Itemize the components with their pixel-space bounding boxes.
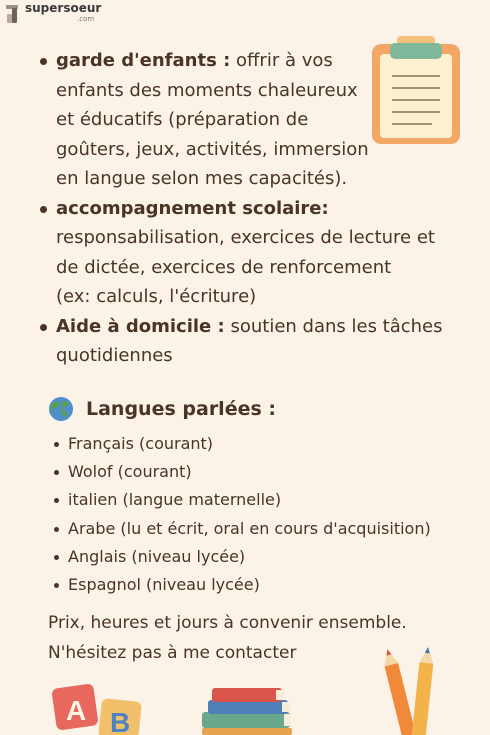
books-icon xyxy=(200,686,296,735)
languages-title: Langues parlées : xyxy=(86,398,276,420)
bullet-icon xyxy=(40,206,47,213)
service-item-childcare xyxy=(40,46,470,194)
service-text: goûters, jeux, activités, immersion xyxy=(56,138,369,160)
logo-mark-icon xyxy=(4,2,22,26)
service-text: en langue selon mes capacités). xyxy=(56,168,348,189)
closing-line: Prix, heures et jours à convenir ensemble. xyxy=(48,613,407,633)
service-title: Aide à domicile : xyxy=(56,315,225,337)
service-text: enfants des moments chaleureux xyxy=(56,79,358,101)
list-item: italien (langue maternelle) xyxy=(54,486,431,514)
services-list xyxy=(40,46,470,371)
languages-heading xyxy=(48,396,276,422)
service-text: et éducatifs (préparation de xyxy=(56,109,309,130)
list-item: Anglais (niveau lycée) xyxy=(54,543,431,571)
service-item-home-help xyxy=(40,312,470,371)
pencils-icon xyxy=(372,645,452,735)
brand-name: supersoeur xyxy=(25,1,102,15)
block-letter-b: B xyxy=(110,707,131,735)
service-text: offrir à vos xyxy=(236,50,333,71)
service-title: accompagnement scolaire: xyxy=(56,197,329,219)
closing-text xyxy=(48,608,407,668)
service-title: garde d'enfants : xyxy=(56,50,231,71)
languages-list xyxy=(54,430,431,599)
block-letter-a: A xyxy=(66,695,87,726)
globe-icon xyxy=(48,396,74,422)
brand-logo xyxy=(4,2,101,26)
list-item: Espagnol (niveau lycée) xyxy=(54,571,431,599)
service-text: quotidiennes xyxy=(56,345,173,366)
service-text: de dictée, exercices de renforcement xyxy=(56,256,392,278)
list-item: Wolof (courant) xyxy=(54,458,431,486)
service-item-tutoring xyxy=(40,194,470,312)
service-text: soutien dans les tâches xyxy=(230,315,443,337)
closing-line: N'hésitez pas à me contacter xyxy=(48,643,297,663)
bullet-icon xyxy=(40,58,47,65)
bullet-icon xyxy=(40,324,47,331)
list-item: Arabe (lu et écrit, oral en cours d'acquisition) xyxy=(54,515,431,543)
abc-blocks-icon xyxy=(52,682,148,735)
service-text: (ex: calculs, l'écriture) xyxy=(56,286,257,307)
brand-domain: .com xyxy=(77,15,95,23)
list-item: Français (courant) xyxy=(54,430,431,458)
service-text: responsabilisation, exercices de lecture et xyxy=(56,227,435,248)
